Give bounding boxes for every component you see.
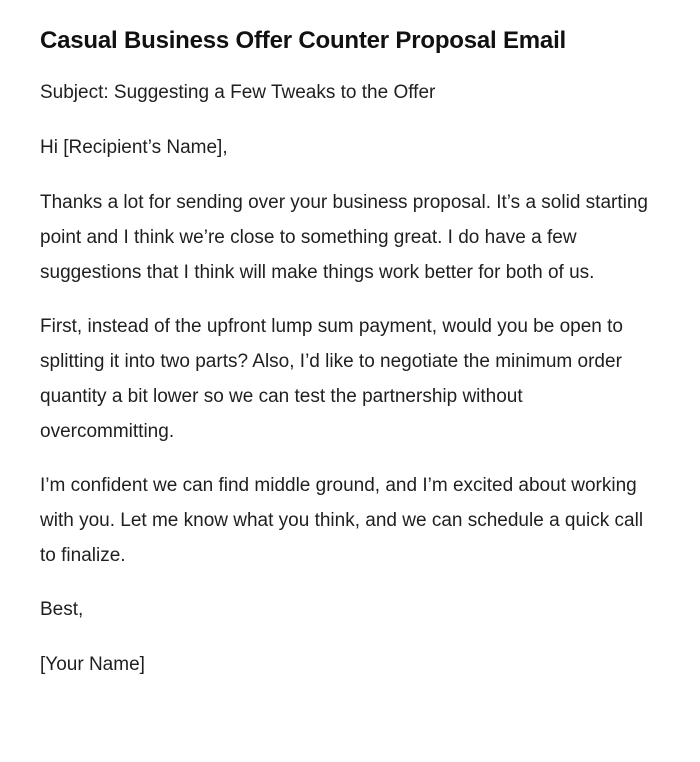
email-subject: Subject: Suggesting a Few Tweaks to the Offer bbox=[40, 82, 436, 103]
email-greeting: Hi [Recipient’s Name], bbox=[40, 137, 228, 158]
body-paragraph-3: I’m confident we can find middle ground, and I’m excited about working with you. Let me know what you think, and we can schedule a quick call to finalize. bbox=[40, 475, 644, 566]
body-paragraph-2: First, instead of the upfront lump sum payment, would you be open to splitting it into two parts? Also, I’d like to negotiate the minimum order quantity a bit lower so we can test the partnership without overcommitting. bbox=[40, 316, 623, 442]
email-closing: Best, bbox=[40, 599, 84, 620]
email-signature: [Your Name] bbox=[40, 654, 145, 675]
document-title: Casual Business Offer Counter Proposal Email bbox=[40, 27, 567, 54]
body-paragraph-1: Thanks a lot for sending over your business proposal. It’s a solid starting point and I think we’re close to something great. I do have a few suggestions that I think will make things work better for both of us. bbox=[40, 192, 648, 283]
